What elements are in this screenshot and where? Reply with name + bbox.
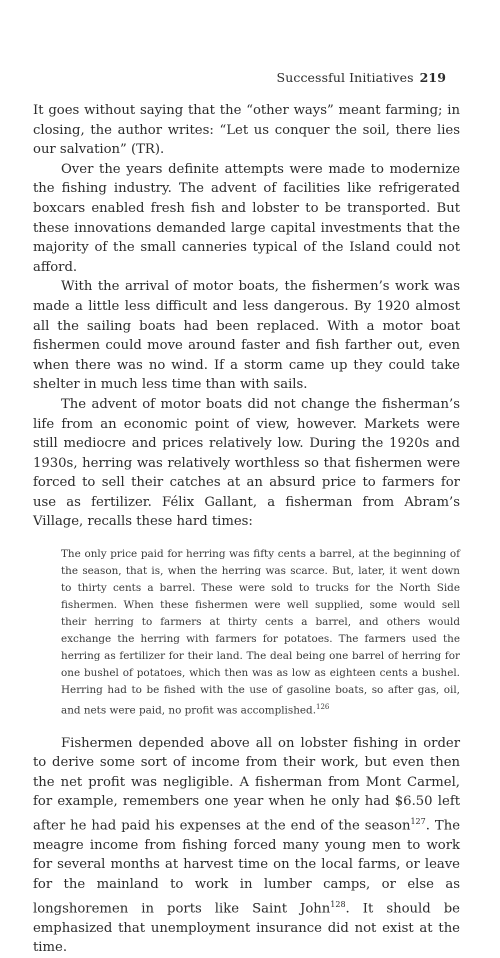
paragraph-1: It goes without saying that the “other ways” meant farming; in closing, the author writes: “Let us conquer the soil, there lies our salvation” (TR). [33,103,460,158]
running-head [277,70,446,85]
paragraph-2: Over the years definite attempts were made to modernize the fishing industry. The advent of facilities like refrigerated boxcars enabled fresh fish and lobster to be transported. But these innovations demanded large capital investments that the majority of the small canneries typical of the Island could not afford. [33,161,460,275]
paragraph-4: The advent of motor boats did not change the fisherman’s life from an economic point of view, however. Markets were still mediocre and prices relatively low. During the 1920s and 1930s, herring was relatively worthless so that fishermen were forced to sell their catches at an absurd price to farmers for use as fertilizer. Félix Gallant, a fisherman from Abram’s Village, recalls these hard times: [33,396,460,530]
running-title: Successful Initiatives [276,70,414,85]
body-text [33,101,460,958]
footnote-ref-126: 126 [316,703,330,712]
page-number: 219 [419,70,446,85]
block-quote-text: The only price paid for herring was fifty cents a barrel, at the beginning of the season, that is, when the herring was scarce. But, later, it went down to thirty cents a barrel. These were sold to trucks for the North Side fishermen. When these fishermen were well supplied, some would sell their herring to farmers at thirty cents a barrel, and others would exchange the herring with farmers for potatoes. The farmers used the herring as fertilizer for their land. The deal being one barrel of herring for one bushel of potatoes, which then was as low as eighteen cents a bushel. Herring had to be fished with the use of gasoline boats, so after gas, oil, and nets were paid, no profit was accomplished. [61,548,460,717]
paragraph-5 [33,734,460,958]
block-quote [61,546,460,719]
paragraph-3: With the arrival of motor boats, the fishermen’s work was made a little less difficult and less dangerous. By 1920 almost all the sailing boats had been replaced. With a motor boat fishermen could move around faster and fish farther out, even when there was no wind. If a storm came up they could take shelter in much less time than with sails. [33,279,460,393]
footnote-ref-128: 128 [330,899,346,909]
paragraph-5-part-c: . It should be emphasized that unemployment insurance did not exist at the time. [33,901,460,956]
paragraph-5-part-b: . The meagre income from fishing forced many young men to work for several months at harvest time on the local farms, or leave for the mainland to work in lumber camps, or else as longshoremen in ports like Saint John [33,818,460,917]
paragraph-5-part-a: Fishermen depended above all on lobster fishing in order to derive some sort of income from their work, but even then the net profit was negligible. A fisherman from Mont Carmel, for example, remembers one year when he only had $6.50 left after he had paid his expenses at the end of the season [33,735,460,834]
footnote-ref-127: 127 [410,816,426,826]
